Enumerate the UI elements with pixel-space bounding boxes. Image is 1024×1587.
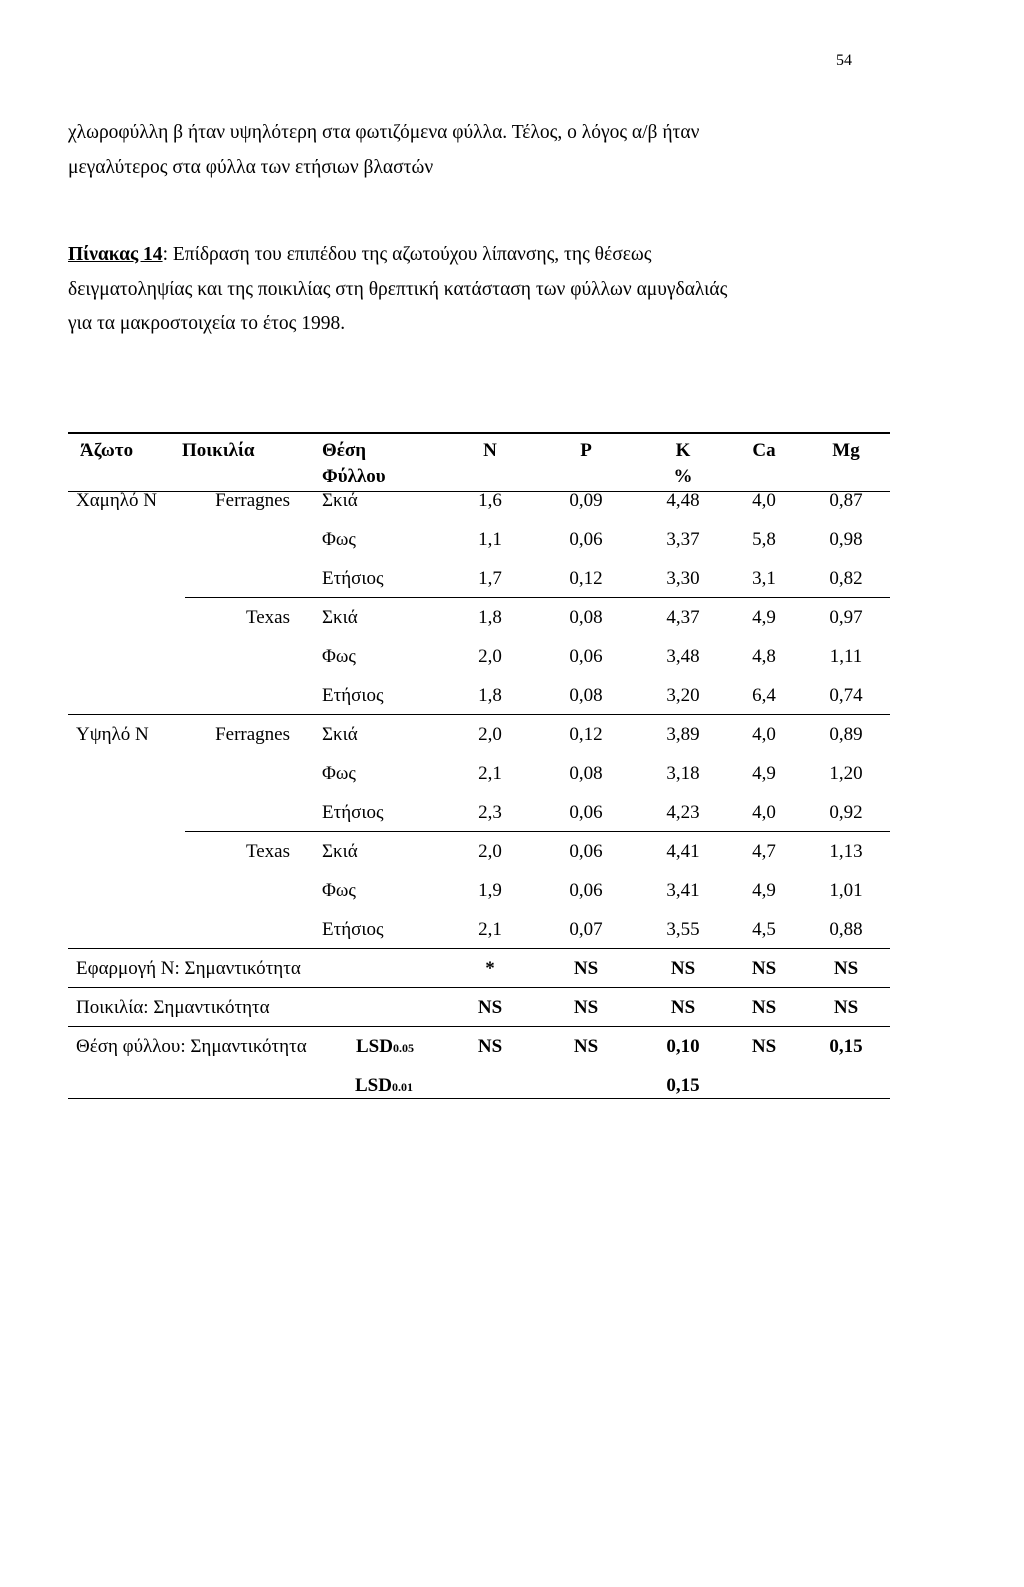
value-mg: 0,97 — [829, 607, 863, 628]
value-p: 0,08 — [569, 607, 603, 628]
page-number: 54 — [836, 52, 852, 69]
table-top-rule — [68, 432, 890, 434]
value-n: 2,3 — [478, 802, 502, 823]
lsd-label — [355, 1075, 413, 1097]
value-p: 0,08 — [569, 763, 603, 784]
value-n: 2,0 — [478, 841, 502, 862]
value-k: 3,37 — [666, 529, 700, 550]
value-ca: 3,1 — [752, 568, 776, 589]
summary-rule — [68, 948, 890, 949]
header-k: K — [675, 440, 691, 461]
value-mg: 0,89 — [829, 724, 863, 745]
value-k: 3,41 — [666, 880, 700, 901]
header-variety: Ποικιλία — [182, 440, 255, 461]
leaf-position: Ετήσιος — [322, 568, 384, 589]
header-position-2: Φύλλου — [322, 466, 386, 487]
significance-p: NS — [573, 997, 599, 1018]
significance-label: Ποικιλία: Σημαντικότητα — [76, 997, 270, 1018]
lsd-subscript: 0.01 — [391, 1080, 413, 1094]
value-mg: 0,98 — [829, 529, 863, 550]
table-bottom-rule — [68, 1098, 890, 1099]
value-k: 4,48 — [666, 490, 700, 511]
significance-k: NS — [670, 958, 696, 979]
leaf-position: Φως — [322, 763, 356, 784]
value-p: 0,06 — [569, 841, 603, 862]
variety-name: Ferragnes — [215, 490, 290, 511]
value-k: 3,20 — [666, 685, 700, 706]
value-mg: 1,20 — [829, 763, 863, 784]
leaf-position: Φως — [322, 529, 356, 550]
paragraph-line: χλωροφύλλη β ήταν υψηλότερη στα φωτιζόμενα φύλλα. Τέλος, ο λόγος α/β ήταν — [68, 122, 700, 143]
value-n: 2,1 — [478, 919, 502, 940]
significance-ca: NS — [751, 997, 777, 1018]
value-mg: 0,92 — [829, 802, 863, 823]
leaf-position: Φως — [322, 880, 356, 901]
significance-k: 0,10 — [666, 1036, 700, 1057]
significance-ca: NS — [751, 958, 777, 979]
lsd-label — [356, 1036, 414, 1058]
value-ca: 4,9 — [752, 607, 776, 628]
significance-n: NS — [477, 997, 503, 1018]
significance-label: Εφαρμογή N: Σημαντικότητα — [76, 958, 301, 979]
value-ca: 4,8 — [752, 646, 776, 667]
header-ca: Ca — [752, 440, 776, 461]
value-n: 1,1 — [478, 529, 502, 550]
variety-name: Ferragnes — [215, 724, 290, 745]
caption-label: Πίνακας 14 — [68, 244, 163, 265]
leaf-position: Σκιά — [322, 841, 358, 862]
significance-k: 0,15 — [666, 1075, 700, 1096]
header-p: P — [580, 440, 592, 461]
significance-n: * — [485, 958, 495, 979]
significance-mg: NS — [833, 958, 859, 979]
significance-ca: NS — [751, 1036, 777, 1057]
value-ca: 4,9 — [752, 763, 776, 784]
significance-label: Θέση φύλλου: Σημαντικότητα — [76, 1036, 307, 1057]
value-mg: 1,01 — [829, 880, 863, 901]
value-n: 2,1 — [478, 763, 502, 784]
value-ca: 4,5 — [752, 919, 776, 940]
header-n: N — [483, 440, 497, 461]
value-k: 4,23 — [666, 802, 700, 823]
value-k: 3,55 — [666, 919, 700, 940]
nitrogen-level: Χαμηλό N — [76, 490, 157, 511]
value-p: 0,09 — [569, 490, 603, 511]
significance-mg: 0,15 — [829, 1036, 863, 1057]
nitrogen-level: Υψηλό N — [76, 724, 149, 745]
value-n: 2,0 — [478, 724, 502, 745]
header-mg: Mg — [832, 440, 860, 461]
value-k: 4,37 — [666, 607, 700, 628]
value-p: 0,06 — [569, 880, 603, 901]
value-p: 0,12 — [569, 724, 603, 745]
value-ca: 4,0 — [752, 724, 776, 745]
value-n: 1,8 — [478, 607, 502, 628]
value-mg: 0,88 — [829, 919, 863, 940]
value-ca: 4,0 — [752, 802, 776, 823]
subgroup-rule — [185, 831, 890, 832]
value-p: 0,12 — [569, 568, 603, 589]
leaf-position: Ετήσιος — [322, 802, 384, 823]
leaf-position: Σκιά — [322, 607, 358, 628]
significance-k: NS — [670, 997, 696, 1018]
value-k: 3,89 — [666, 724, 700, 745]
header-nitrogen: Άζωτο — [80, 440, 134, 461]
lsd-subscript: 0.05 — [392, 1041, 414, 1055]
leaf-position: Σκιά — [322, 490, 358, 511]
value-p: 0,07 — [569, 919, 603, 940]
value-mg: 0,74 — [829, 685, 863, 706]
value-k: 4,41 — [666, 841, 700, 862]
value-n: 1,8 — [478, 685, 502, 706]
header-position: Θέση — [322, 440, 367, 461]
value-k: 3,48 — [666, 646, 700, 667]
summary-rule — [68, 987, 890, 988]
value-ca: 5,8 — [752, 529, 776, 550]
summary-rule — [68, 1026, 890, 1027]
value-mg: 0,87 — [829, 490, 863, 511]
lsd-text: LSD — [356, 1036, 393, 1057]
value-ca: 6,4 — [752, 685, 776, 706]
value-n: 1,9 — [478, 880, 502, 901]
variety-name: Texas — [245, 841, 290, 862]
lsd-text: LSD — [355, 1075, 392, 1096]
value-p: 0,06 — [569, 646, 603, 667]
value-ca: 4,7 — [752, 841, 776, 862]
value-ca: 4,9 — [752, 880, 776, 901]
caption-text: : Επίδραση του επιπέδου της αζωτούχου λίπανσης, της θέσεως — [162, 244, 652, 265]
value-k: 3,30 — [666, 568, 700, 589]
value-mg: 1,13 — [829, 841, 863, 862]
significance-mg: NS — [833, 997, 859, 1018]
header-unit: % — [673, 466, 693, 487]
value-mg: 0,82 — [829, 568, 863, 589]
group-rule — [68, 714, 890, 715]
leaf-position: Ετήσιος — [322, 919, 384, 940]
significance-p: NS — [573, 1036, 599, 1057]
value-p: 0,06 — [569, 529, 603, 550]
subgroup-rule — [185, 597, 890, 598]
paragraph-line: μεγαλύτερος στα φύλλα των ετήσιων βλαστών — [68, 156, 434, 178]
value-mg: 1,11 — [829, 646, 863, 667]
significance-n: NS — [477, 1036, 503, 1057]
value-n: 1,6 — [478, 490, 502, 511]
significance-p: NS — [573, 958, 599, 979]
value-p: 0,08 — [569, 685, 603, 706]
value-k: 3,18 — [666, 763, 700, 784]
caption-text: δειγματοληψίας και της ποικιλίας στη θρεπτική κατάσταση των φύλλων αμυγδαλιάς — [68, 278, 728, 300]
value-n: 1,7 — [478, 568, 502, 589]
value-p: 0,06 — [569, 802, 603, 823]
variety-name: Texas — [245, 607, 290, 628]
leaf-position: Ετήσιος — [322, 685, 384, 706]
leaf-position: Φως — [322, 646, 356, 667]
value-ca: 4,0 — [752, 490, 776, 511]
leaf-position: Σκιά — [322, 724, 358, 745]
value-n: 2,0 — [478, 646, 502, 667]
caption-text: για τα μακροστοιχεία το έτος 1998. — [68, 313, 346, 334]
